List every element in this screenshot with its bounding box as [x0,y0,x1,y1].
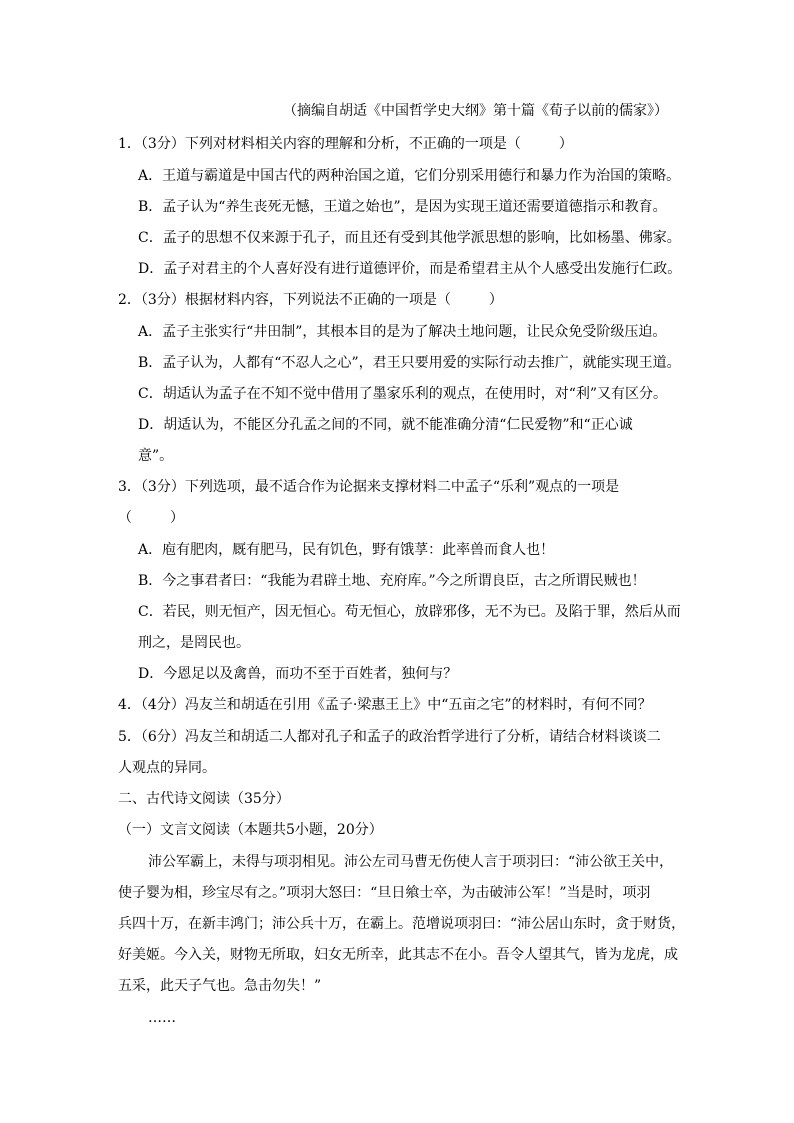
question-3-paren-close: ） [170,510,184,526]
question-1-option-d: D．孟子对君主的个人喜好没有进行道德评价，而是希望君主从个人感受出发施行仁政。 [138,261,682,277]
question-1-text: 1．（3分）下列对材料相关内容的理解和分析，不正确的一项是（ [118,136,521,152]
question-3-option-a: A．庖有肥肉，厩有肥马，民有饥色，野有饿莩：此率兽而食人也！ [138,542,555,558]
question-2-stem [118,290,503,310]
question-1-option-a: A．王道与霸道是中国古代的两种治国之道，它们分别采用德行和暴力作为治国的策略。 [138,168,681,184]
question-2-option-a: A．孟子主张实行“井田制”，其根本目的是为了解决土地问题，让民众免受阶级压迫。 [138,324,667,340]
question-2-option-b: B．孟子认为，人都有“不忍人之心”，君王只要用爱的实际行动去推广，就能实现王道。 [138,355,681,371]
passage-line: 好美姬。今入关，财物无所取，妇女无所幸，此其志不在小。吾令人望其气，皆为龙虎，成 [118,947,678,963]
passage-ellipsis: …… [148,1010,176,1026]
question-2-option-d: D．胡适认为，不能区分孔孟之间的不同，就不能准确分清“仁民爱物”和“正心诚 [138,417,633,433]
question-2-option-c: C．胡适认为孟子在不知不觉中借用了墨家乐利的观点，在使用时，对“利”又有区分。 [138,386,668,402]
question-1-option-c: C．孟子的思想不仅来源于孔子，而且还有受到其他学派思想的影响，比如杨墨、佛家。 [138,230,681,246]
question-5-stem-cont: 人观点的异同。 [118,760,216,776]
passage-line: 沛公军霸上，未得与项羽相见。沛公左司马曹无伤使人言于项羽曰：“沛公欲王关中， [148,854,674,870]
question-1-stem [118,134,573,154]
subsection-title: （一）文言文阅读（本题共5小题，20分） [118,822,383,838]
question-1-paren-close: ） [558,136,573,152]
question-2-paren-close: ） [488,292,503,308]
question-3-option-c: C．若民，则无恒产，因无恒心。苟无恒心，放辟邪侈，无不为已。及陷于罪，然后从而 [138,604,681,620]
question-1-option-b: B．孟子认为“养生丧死无憾，王道之始也”，是因为实现王道还需要道德指示和教育。 [138,199,667,215]
question-3-option-b: B．今之事君者曰：“我能为君辟土地、充府库。”今之所谓良臣，古之所谓民贼也！ [138,573,646,589]
passage-line: 使子婴为相，珍宝尽有之。”项羽大怒曰：“旦日飨士卒，为击破沛公军！”当是时，项羽 [118,885,651,901]
question-5-stem: 5．（6分）冯友兰和胡适二人都对孔子和孟子的政治哲学进行了分析，请结合材料谈谈二 [118,729,661,745]
question-3-stem: 3．（3分）下列选项，最不适合作为论据来支撑材料二中孟子“乐利”观点的一项是 [118,479,620,495]
passage-line: 兵四十万，在新丰鸿门；沛公兵十万，在霸上。范增说项羽曰：“沛公居山东时，贪于财货， [118,916,686,932]
question-2-text: 2．（3分）根据材料内容，下列说法不正确的一项是（ [118,292,451,308]
section-title: 二、古代诗文阅读（35分） [118,791,290,807]
question-4-stem: 4．（4分）冯友兰和胡适在引用《孟子·梁惠王上》中“五亩之宅”的材料时，有何不同？ [118,697,652,713]
question-3-answer-parens [118,508,184,528]
question-2-option-d-cont: 意”。 [138,448,174,464]
question-3-option-c-cont: 刑之，是罔民也。 [138,635,250,651]
source-note: （摘编自胡适《中国哲学史大纲》第十篇《荀子以前的儒家》） [283,103,668,119]
question-3-option-d: D．今恩足以及禽兽，而功不至于百姓者，独何与？ [138,666,458,682]
passage-line: 五采，此天子气也。急击勿失！” [118,978,322,994]
question-3-paren-open: （ [118,510,132,526]
